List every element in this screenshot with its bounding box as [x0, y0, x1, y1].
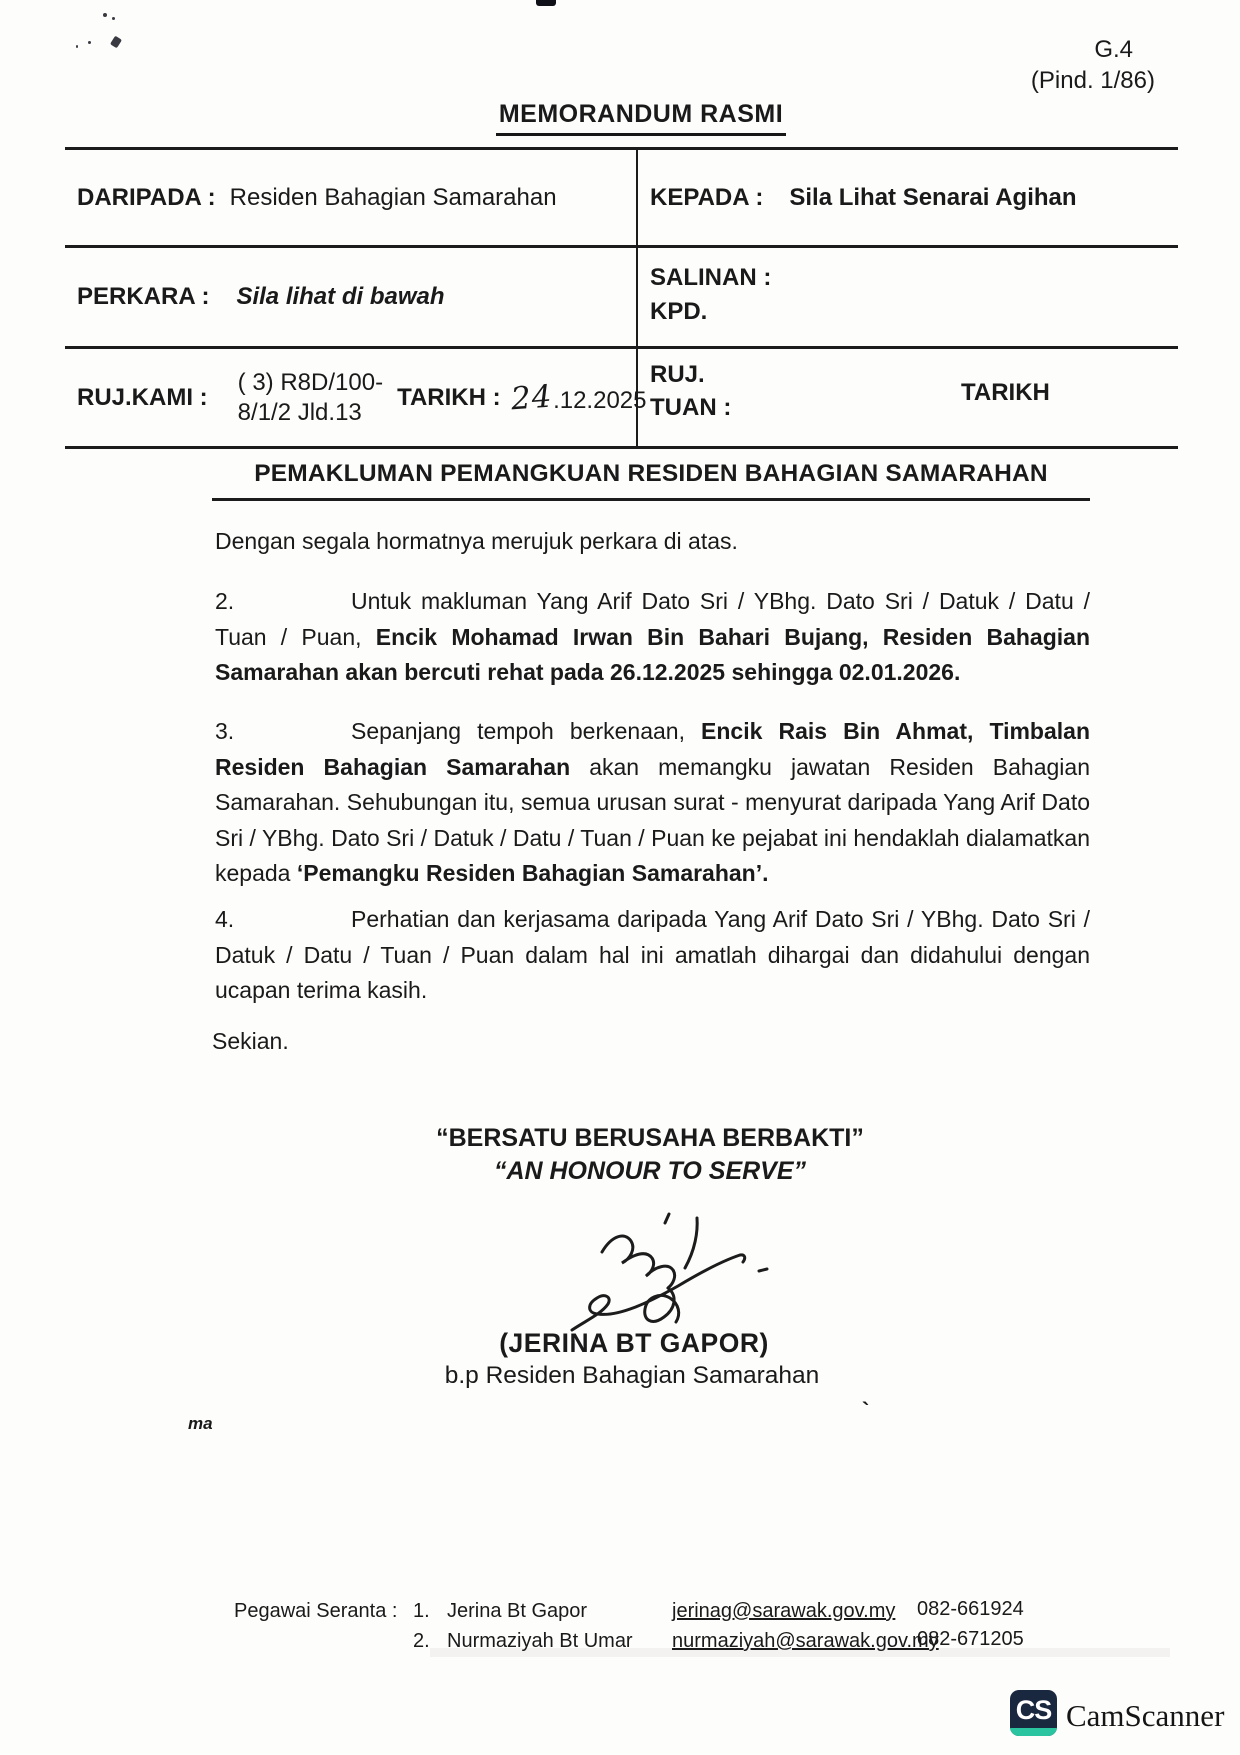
perkara-label: PERKARA : [77, 283, 210, 310]
scan-speck [88, 41, 91, 44]
ruj-kami-reference [238, 368, 383, 428]
officer-2-email: nurmaziyah@sarawak.gov.my [672, 1630, 939, 1652]
paragraph-3 [215, 714, 1090, 892]
paragraph-3-text: Sepanjang tempoh berkenaan, [351, 718, 702, 744]
tarikh-label: TARIKH : [397, 383, 501, 411]
paragraph-3-number: 3. [215, 718, 235, 744]
signature-dash [759, 1269, 767, 1271]
signature-apostrophe [665, 1214, 669, 1223]
table-row [65, 150, 1178, 248]
salinan-label: SALINAN : [650, 264, 772, 291]
opening-line: Dengan segala hormatnya merujuk perkara di atas. [215, 528, 738, 554]
motto-block [200, 1122, 1100, 1188]
daripada-cell [65, 150, 638, 245]
paragraph-2-number: 2. [215, 588, 235, 614]
ruj-tuan-line1: RUJ. [650, 361, 705, 388]
scan-speck [76, 45, 78, 48]
paragraph-4-number: 4. [215, 906, 235, 932]
kepada-label: KEPADA : [650, 183, 764, 211]
kpd-label: KPD. [650, 298, 708, 325]
closing-line: Sekian. [212, 1028, 289, 1054]
officer-2-number: 2. [413, 1630, 430, 1652]
camscanner-icon-strip [1010, 1728, 1057, 1736]
officer-1-number: 1. [413, 1600, 430, 1622]
tarikh-month-year: .12.2025 [553, 386, 647, 414]
paragraph-3-text-mid: akan memangku jawatan Residen Bahagian Samarahan. Sehubungan itu, semua urusan surat - menyurat daripada Yang Arif Dato Sri / YBhg. Dato Sri / Datuk / Datu / Tuan / Puan ke pejabat ini hendaklah dialamatkan kepada [215, 753, 1090, 886]
paragraph-3-bold-run2: ‘Pemangku Residen Bahagian Samarahan’. [296, 860, 769, 886]
subject-heading: PEMAKLUMAN PEMANGKUAN RESIDEN BAHAGIAN SAMARAHAN [212, 460, 1090, 501]
officer-2-name: Nurmaziyah Bt Umar [447, 1630, 633, 1652]
officer-1-phone: 082-661924 [917, 1598, 1024, 1620]
ruj-tuan-cell [638, 349, 1178, 446]
perkara-value: Sila lihat di bawah [236, 283, 445, 310]
signature-scribble [556, 1208, 771, 1338]
paragraph-2-bold-run: Encik Mohamad Irwan Bin Bahari Bujang, Residen Bahagian Samarahan akan bercuti rehat pada 26.12.2025 sehingga 02.01.2026. [215, 623, 1090, 685]
signatory-title: b.p Residen Bahagian Samarahan [444, 1362, 820, 1389]
document-title: MEMORANDUM RASMI [496, 100, 786, 136]
clerk-initials: ma [188, 1414, 213, 1433]
document-title-wrap [21, 100, 1240, 136]
paragraph-4-text: Perhatian dan kerjasama daripada Yang Arif Dato Sri / YBhg. Dato Sri / Datuk / Datu / Tuan / Puan dalam hal ini amatlah dihargai dan didahului dengan ucapan terima kasih. [215, 906, 1090, 1003]
motto-malay: “BERSATU BERUSAHA BERBAKTI” [436, 1124, 864, 1152]
motto-english: “AN HONOUR TO SERVE” [493, 1157, 807, 1185]
tarikh-right-label: TARIKH [961, 379, 1050, 406]
signatory-name: (JERINA BT GAPOR) [499, 1328, 769, 1358]
table-row [65, 248, 1178, 349]
tarikh-value [511, 380, 647, 416]
camscanner-wordmark: CamScanner [1066, 1698, 1225, 1733]
perkara-cell [65, 248, 638, 346]
scan-edge-mark [536, 0, 556, 6]
paragraph-2 [215, 584, 1090, 691]
scan-ink-blot [110, 36, 122, 49]
daripada-value: Residen Bahagian Samarahan [229, 183, 557, 211]
stray-pen-mark: ` [862, 1398, 870, 1423]
officer-2-phone: 082-671205 [917, 1628, 1024, 1650]
paragraph-2-text: Untuk makluman Yang Arif Dato Sri / YBhg. Dato Sri / Datuk / Datu / Tuan / Puan, [215, 588, 1090, 650]
camscanner-cs-glyph: CS [1015, 1694, 1052, 1725]
paragraph-3-bold-run: Encik Rais Bin Ahmat, Timbalan Residen Bahagian Samarahan [215, 718, 1091, 780]
handwritten-day: 24 [509, 378, 554, 417]
ruj-kami-ref-line1: ( 3) R8D/100- [237, 368, 384, 396]
form-revision: (Pind. 1/86) [1030, 67, 1155, 94]
memo-meta-table [65, 147, 1178, 449]
ruj-kami-cell [65, 349, 647, 446]
pegawai-seranta-label: Pegawai Seranta : [234, 1600, 398, 1622]
officer-1-name: Jerina Bt Gapor [447, 1600, 588, 1622]
form-code: G.4 [1094, 36, 1133, 63]
scan-speck [112, 17, 115, 20]
signature-ascender [685, 1218, 697, 1268]
daripada-label: DARIPADA : [77, 183, 216, 211]
table-row [65, 349, 1178, 449]
kepada-cell [638, 150, 1178, 245]
salinan-cell [638, 248, 1178, 346]
form-code-block [900, 34, 1155, 96]
kepada-value: Sila Lihat Senarai Agihan [789, 183, 1077, 211]
ruj-tuan-line2: TUAN : [650, 394, 732, 421]
paragraph-4 [215, 902, 1090, 1009]
ruj-kami-label: RUJ.KAMI : [77, 383, 208, 411]
camscanner-icon [1010, 1690, 1057, 1736]
ruj-kami-ref-line2: 8/1/2 Jld.13 [237, 398, 362, 426]
officer-1-email: jerinag@sarawak.gov.my [672, 1600, 896, 1622]
scan-speck [103, 13, 107, 17]
